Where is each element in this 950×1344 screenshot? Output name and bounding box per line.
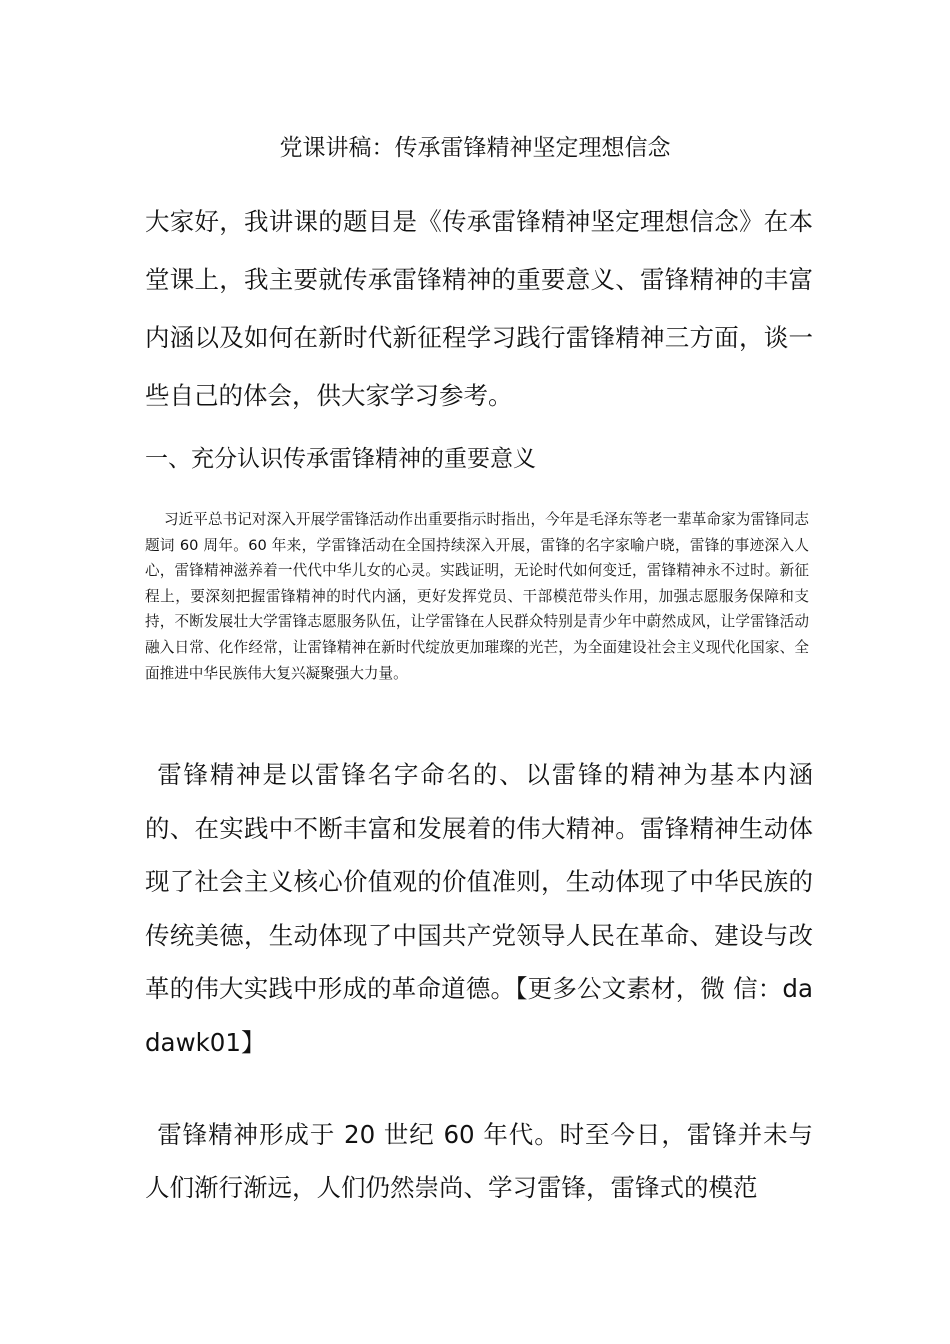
- section-heading: 一、充分认识传承雷锋精神的重要意义: [145, 446, 536, 472]
- document-title: 党课讲稿：传承雷锋精神坚定理想信念: [279, 135, 671, 161]
- body-paragraph-2: 雷锋精神是以雷锋名字命名的、以雷锋的精神为基本内涵的、在实践中不断丰富和发展着的伟大精神。雷锋精神生动体现了社会主义核心价值观的价值准则，生动体现了中华民族的传统美德，生动体现了中国共产党领导人民在革命、建设与改革的伟大实践中形成的革命道德。【更多公文素材，微 信：dadawk01】: [145, 760, 813, 1057]
- section-paragraph: 习近平总书记对深入开展学雷锋活动作出重要指示时指出，今年是毛泽东等老一辈革命家为雷锋同志题词 60 周年。60 年来，学雷锋活动在全国持续深入开展，雷锋的名字家喻户晓，雷锋的事迹深入人心，雷锋精神滋养着一代代中华儿女的心灵。实践证明，无论时代如何变迁，雷锋精神永不过时。新征程上，要深刻把握雷锋精神的时代内涵，更好发挥党员、干部模范带头作用，加强志愿服务保障和支持，不断发展壮大学雷锋志愿服务队伍，让学雷锋在人民群众特别是青少年中蔚然成风，让学雷锋活动融入日常、化作经常，让雷锋精神在新时代绽放更加璀璨的光芒，为全面建设社会主义现代化国家、全面推进中华民族伟大复兴凝聚强大力量。: [145, 511, 809, 682]
- intro-paragraph: 大家好，我讲课的题目是《传承雷锋精神坚定理想信念》在本堂课上，我主要就传承雷锋精神的重要意义、雷锋精神的丰富内涵以及如何在新时代新征程学习践行雷锋精神三方面，谈一些自己的体会，供大家学习参考。: [145, 207, 813, 410]
- body-paragraph-3: 雷锋精神形成于 20 世纪 60 年代。时至今日，雷锋并未与人们渐行渐远，人们仍然崇尚、学习雷锋，雷锋式的模范: [145, 1120, 813, 1202]
